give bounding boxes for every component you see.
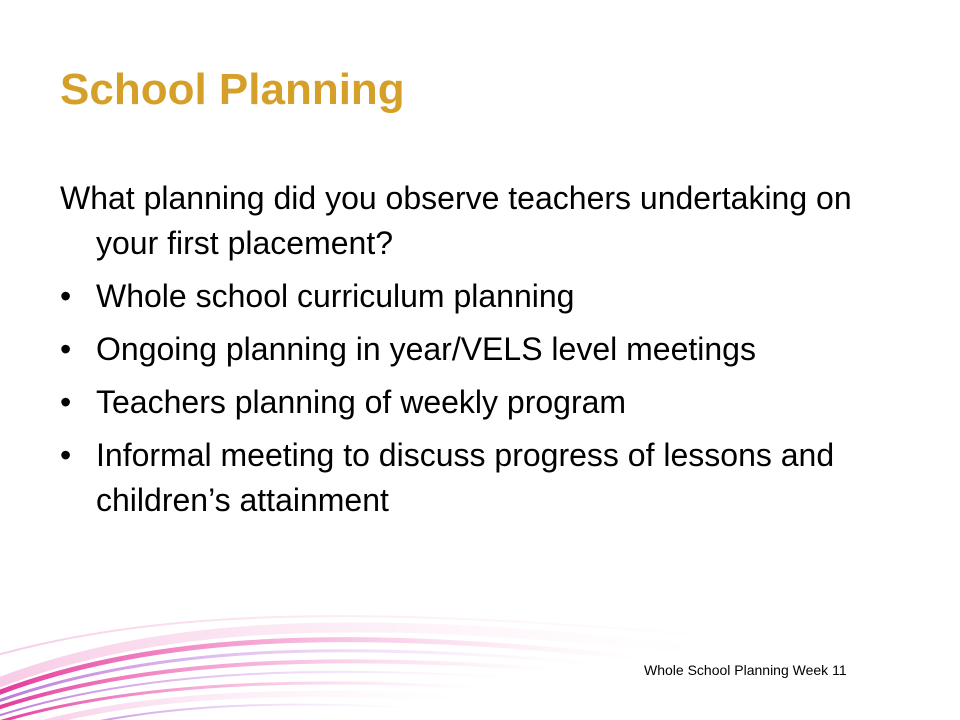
bullet-dot-icon: • [60, 437, 72, 473]
bullet-dot-icon: • [60, 331, 72, 367]
slide-title: School Planning [60, 65, 405, 114]
bullet-text: Informal meeting to discuss progress of lessons and children’s attainment [96, 437, 835, 518]
bullet-list [60, 274, 880, 523]
bullet-dot-icon: • [60, 384, 72, 420]
bullet-text: Ongoing planning in year/VELS level meetings [96, 331, 756, 367]
bullet-item [60, 327, 880, 372]
slide-footer: Whole School Planning Week 11 [644, 662, 847, 678]
bullet-text: Whole school curriculum planning [96, 278, 575, 314]
bullet-dot-icon: • [60, 278, 72, 314]
bullet-text: Teachers planning of weekly program [96, 384, 627, 420]
bullet-item [60, 433, 880, 523]
bullet-item [60, 274, 880, 319]
bullet-item [60, 380, 880, 425]
intro-question: What planning did you observe teachers undertaking on your first placement? [60, 180, 852, 261]
slide-body [60, 176, 880, 531]
